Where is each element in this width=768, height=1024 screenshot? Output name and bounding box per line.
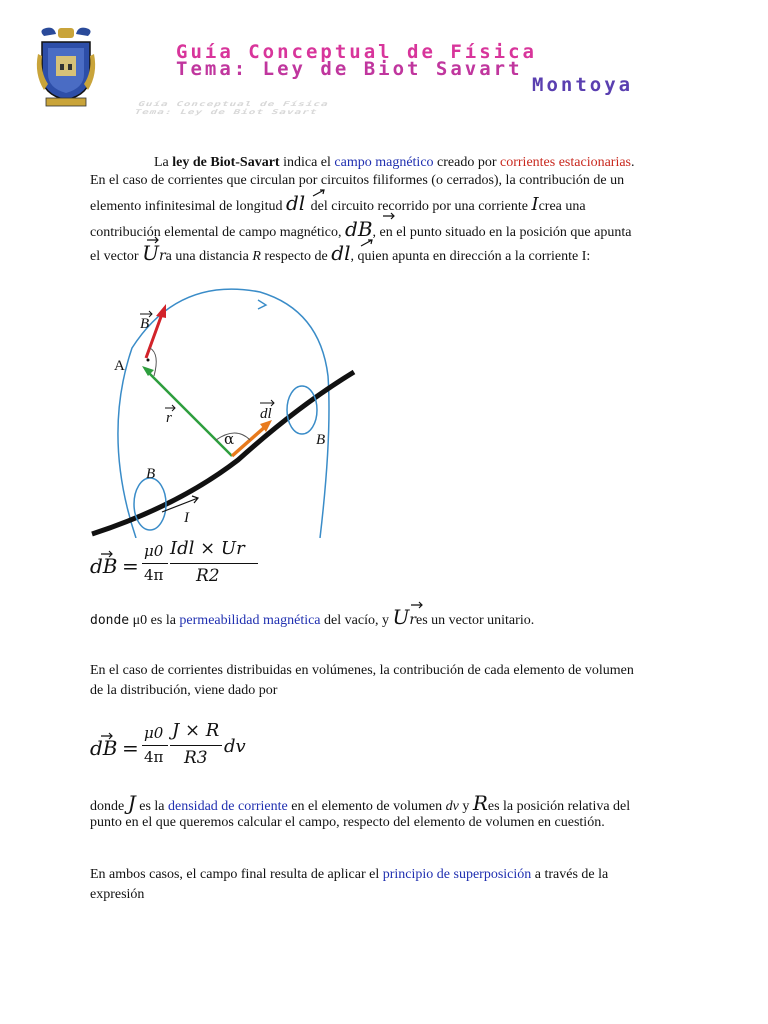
label-r: r <box>166 410 172 426</box>
law-name: ley de Biot-Savart <box>172 155 280 170</box>
donde1-line: donde μ0 es la permeabilidad magnética del vacío, y Ures un vector unitario. <box>90 605 535 629</box>
header-title-shadow: Guía Conceptual de Física Tema: Ley de Biot Savart <box>132 100 331 116</box>
vec-arrow-dl-1 <box>312 188 326 198</box>
campo-magnetico-link[interactable]: campo magnético <box>334 155 434 170</box>
corrientes-estacionarias-link[interactable]: corrientes estacionarias <box>500 155 632 170</box>
r-vector <box>146 370 235 456</box>
densidad-de-corriente-link[interactable]: densidad de corriente <box>168 799 288 814</box>
label-I: I <box>184 510 189 526</box>
label-dl: dl <box>260 406 272 422</box>
permeabilidad-magnetica-link[interactable]: permeabilidad magnética <box>179 613 321 628</box>
biot-savart-diagram <box>88 286 364 538</box>
para3-line1: En ambos casos, el campo final resulta de aplicar el principio de superposición a través de la <box>90 867 609 882</box>
coat-of-arms-logo <box>34 24 98 108</box>
header-title-line2: Tema: Ley de Biot Savart <box>176 58 523 80</box>
field-line-arrow <box>258 300 266 309</box>
para3-line2: expresión <box>90 887 145 902</box>
donde2-line2: punto en el que queremos calcular el campo, respecto del elemento de volumen en cuestión. <box>90 815 605 830</box>
vec-arrow-dB <box>382 212 396 220</box>
label-B-left: B <box>146 466 156 482</box>
para1-line1: En el caso de corrientes que circulan por circuitos filiformes (o cerrados), la contribución de un <box>90 173 625 188</box>
label-B-top: B <box>140 316 150 332</box>
vec-arrow-Ur-2 <box>410 601 424 609</box>
label-A: A <box>114 358 125 374</box>
donde2-line1: donde J es la densidad de corriente en el elemento de volumen dv y Res la posición relativa del <box>90 791 631 815</box>
para2-line1: En el caso de corrientes distribuidas en volúmenes, la contribución de cada elemento de volumen <box>90 663 634 678</box>
label-alpha: α <box>224 430 235 448</box>
vec-arrow-Ur <box>146 236 160 244</box>
vec-arrow-dl-2 <box>360 238 374 248</box>
header-title-line3: Montoya <box>532 74 634 96</box>
principio-de-superposicion-link[interactable]: principio de superposición <box>382 867 532 882</box>
para2-line2: de la distribución, viene dado por <box>90 683 278 698</box>
para1-line2: elemento infinitesimal de longitud dl del circuito recorrido por una corriente Icrea una <box>90 191 586 215</box>
formula-1: dB = μ0 4π Idl × Ur R2 <box>90 538 260 590</box>
intro-line: La ley de Biot-Savart indica el campo magnético creado por corrientes estacionarias. <box>154 155 635 170</box>
para1-line4: el vector Ura una distancia R respecto de dl, quien apunta en dirección a la corriente I: <box>90 241 591 265</box>
para1-line3: contribución elemental de campo magnético, dB, en el punto situado en la posición que apunta <box>90 217 632 241</box>
header-title-line1: Guía Conceptual de Física <box>176 41 537 63</box>
label-B-right: B <box>316 432 326 448</box>
formula-2: dB = μ0 4π J × R R3 dv <box>90 720 246 768</box>
